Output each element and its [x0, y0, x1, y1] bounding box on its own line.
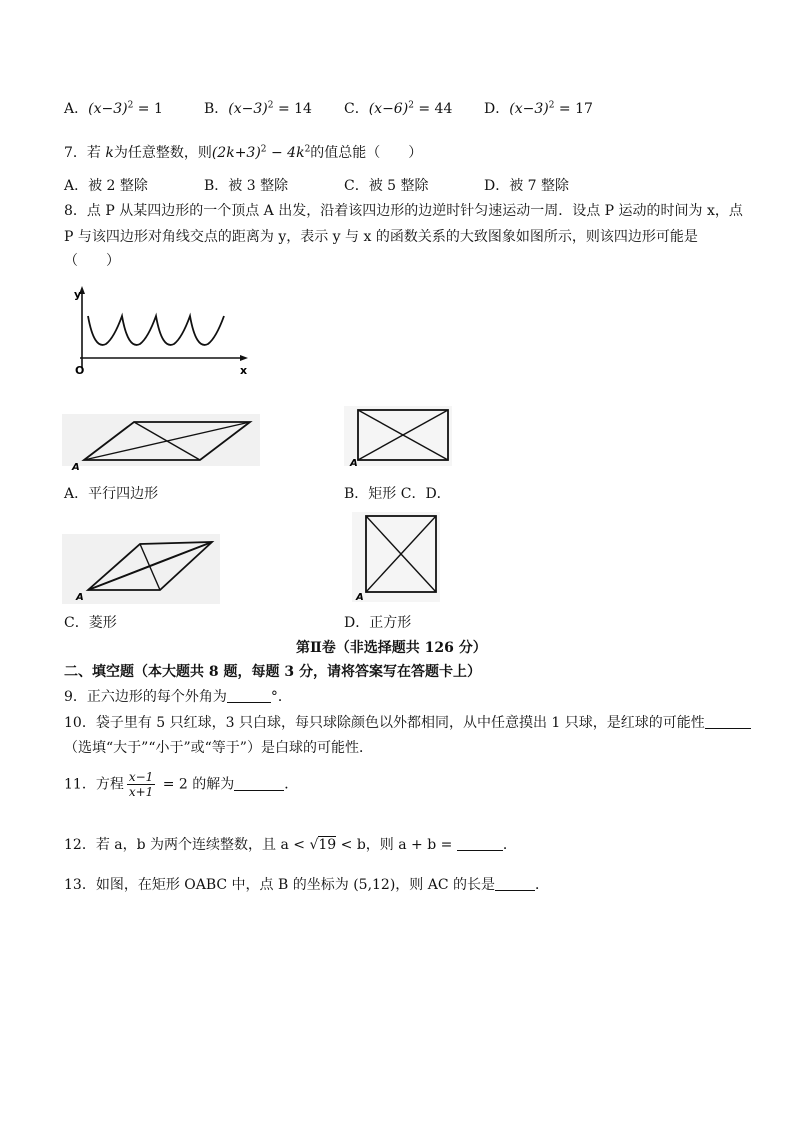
q8-stem-line2: P 与该四边形对角线交点的距离为 y，表示 y 与 x 的函数关系的大致图象如图所示，则该四边形可能是 [64, 229, 698, 245]
q7-stem: 7．若 k为任意整数，则$(2k+3)^2 - 4k^2$的值总能（ ） [64, 144, 423, 161]
q12: 12．若 a，b 为两个连续整数，且 a < √19 < b，则 a + b = ． [64, 837, 517, 853]
q7-option-d: D．被 7 整除 [484, 178, 570, 194]
q10-line1: 10．袋子里有 5 只红球，3 只白球，每只球除颜色以外都相同，从中任意摸出 1 只球，是红球的可能性 [64, 712, 751, 732]
graph-x-label: x [240, 364, 248, 377]
figure-a-parallelogram [62, 412, 262, 472]
sqrt-symbol: √ [309, 837, 319, 853]
figure-d-square [352, 512, 442, 604]
q11: 11．方程 $\frac{x-1}{x+1}$ = 2 的解为 ． [64, 770, 299, 799]
q8-stem-line1: 8．点 P 从某四边形的一个顶点 A 出发，沿着该四边形的边逆时针匀速运动一周．设点 P 运动的时间为 x，点 [64, 203, 743, 219]
graph-y-label: y [74, 288, 82, 301]
q6-option-d: D．$(x-3)^2 = 17$ [484, 100, 593, 117]
q8-option-d: D．正方形 [344, 615, 412, 631]
q13: 13．如图，在矩形 OABC 中，点 B 的坐标为 (5,12)，则 AC 的长是 ． [64, 877, 550, 893]
q6-option-c: C．$(x-6)^2 = 44$ [344, 100, 453, 117]
section2-header: 二、填空题（本大题共 8 题，每题 3 分，请将答案写在答题卡上） [64, 664, 481, 680]
q7-option-b: B．被 3 整除 [204, 178, 289, 194]
q9: 9．正六边形的每个外角为 °． [64, 689, 292, 705]
q10-line2: （选填“大于”“小于”或“等于”）是白球的可能性． [64, 740, 373, 756]
q8-option-b: B．矩形 C．D． [344, 486, 451, 502]
q8-stem-line3: （ ） [64, 253, 120, 269]
figure-d-vertex-label: A [356, 592, 364, 603]
figure-c-rhombus [62, 534, 222, 606]
figure-b-vertex-label: A [350, 458, 358, 469]
q6-option-b: B．$(x-3)^2 = 14$ [204, 100, 312, 117]
q8-option-c: C．菱形 [64, 615, 117, 631]
q8-function-graph [62, 286, 262, 386]
q11-fraction: $\frac{x-1}{x+1}$ [128, 770, 154, 799]
q7-option-a: A．被 2 整除 [64, 178, 148, 194]
q8-option-a: A．平行四边形 [64, 486, 159, 502]
graph-origin-label: O [75, 364, 85, 377]
section2-title: 第Ⅱ卷（非选择题共 126 分） [296, 640, 487, 656]
figure-a-vertex-label: A [72, 462, 80, 473]
figure-c-vertex-label: A [76, 592, 84, 603]
q6-option-a: A．$(x-3)^2 = 1$ [64, 100, 163, 117]
figure-b-rectangle [344, 406, 454, 468]
q7-option-c: C．被 5 整除 [344, 178, 429, 194]
